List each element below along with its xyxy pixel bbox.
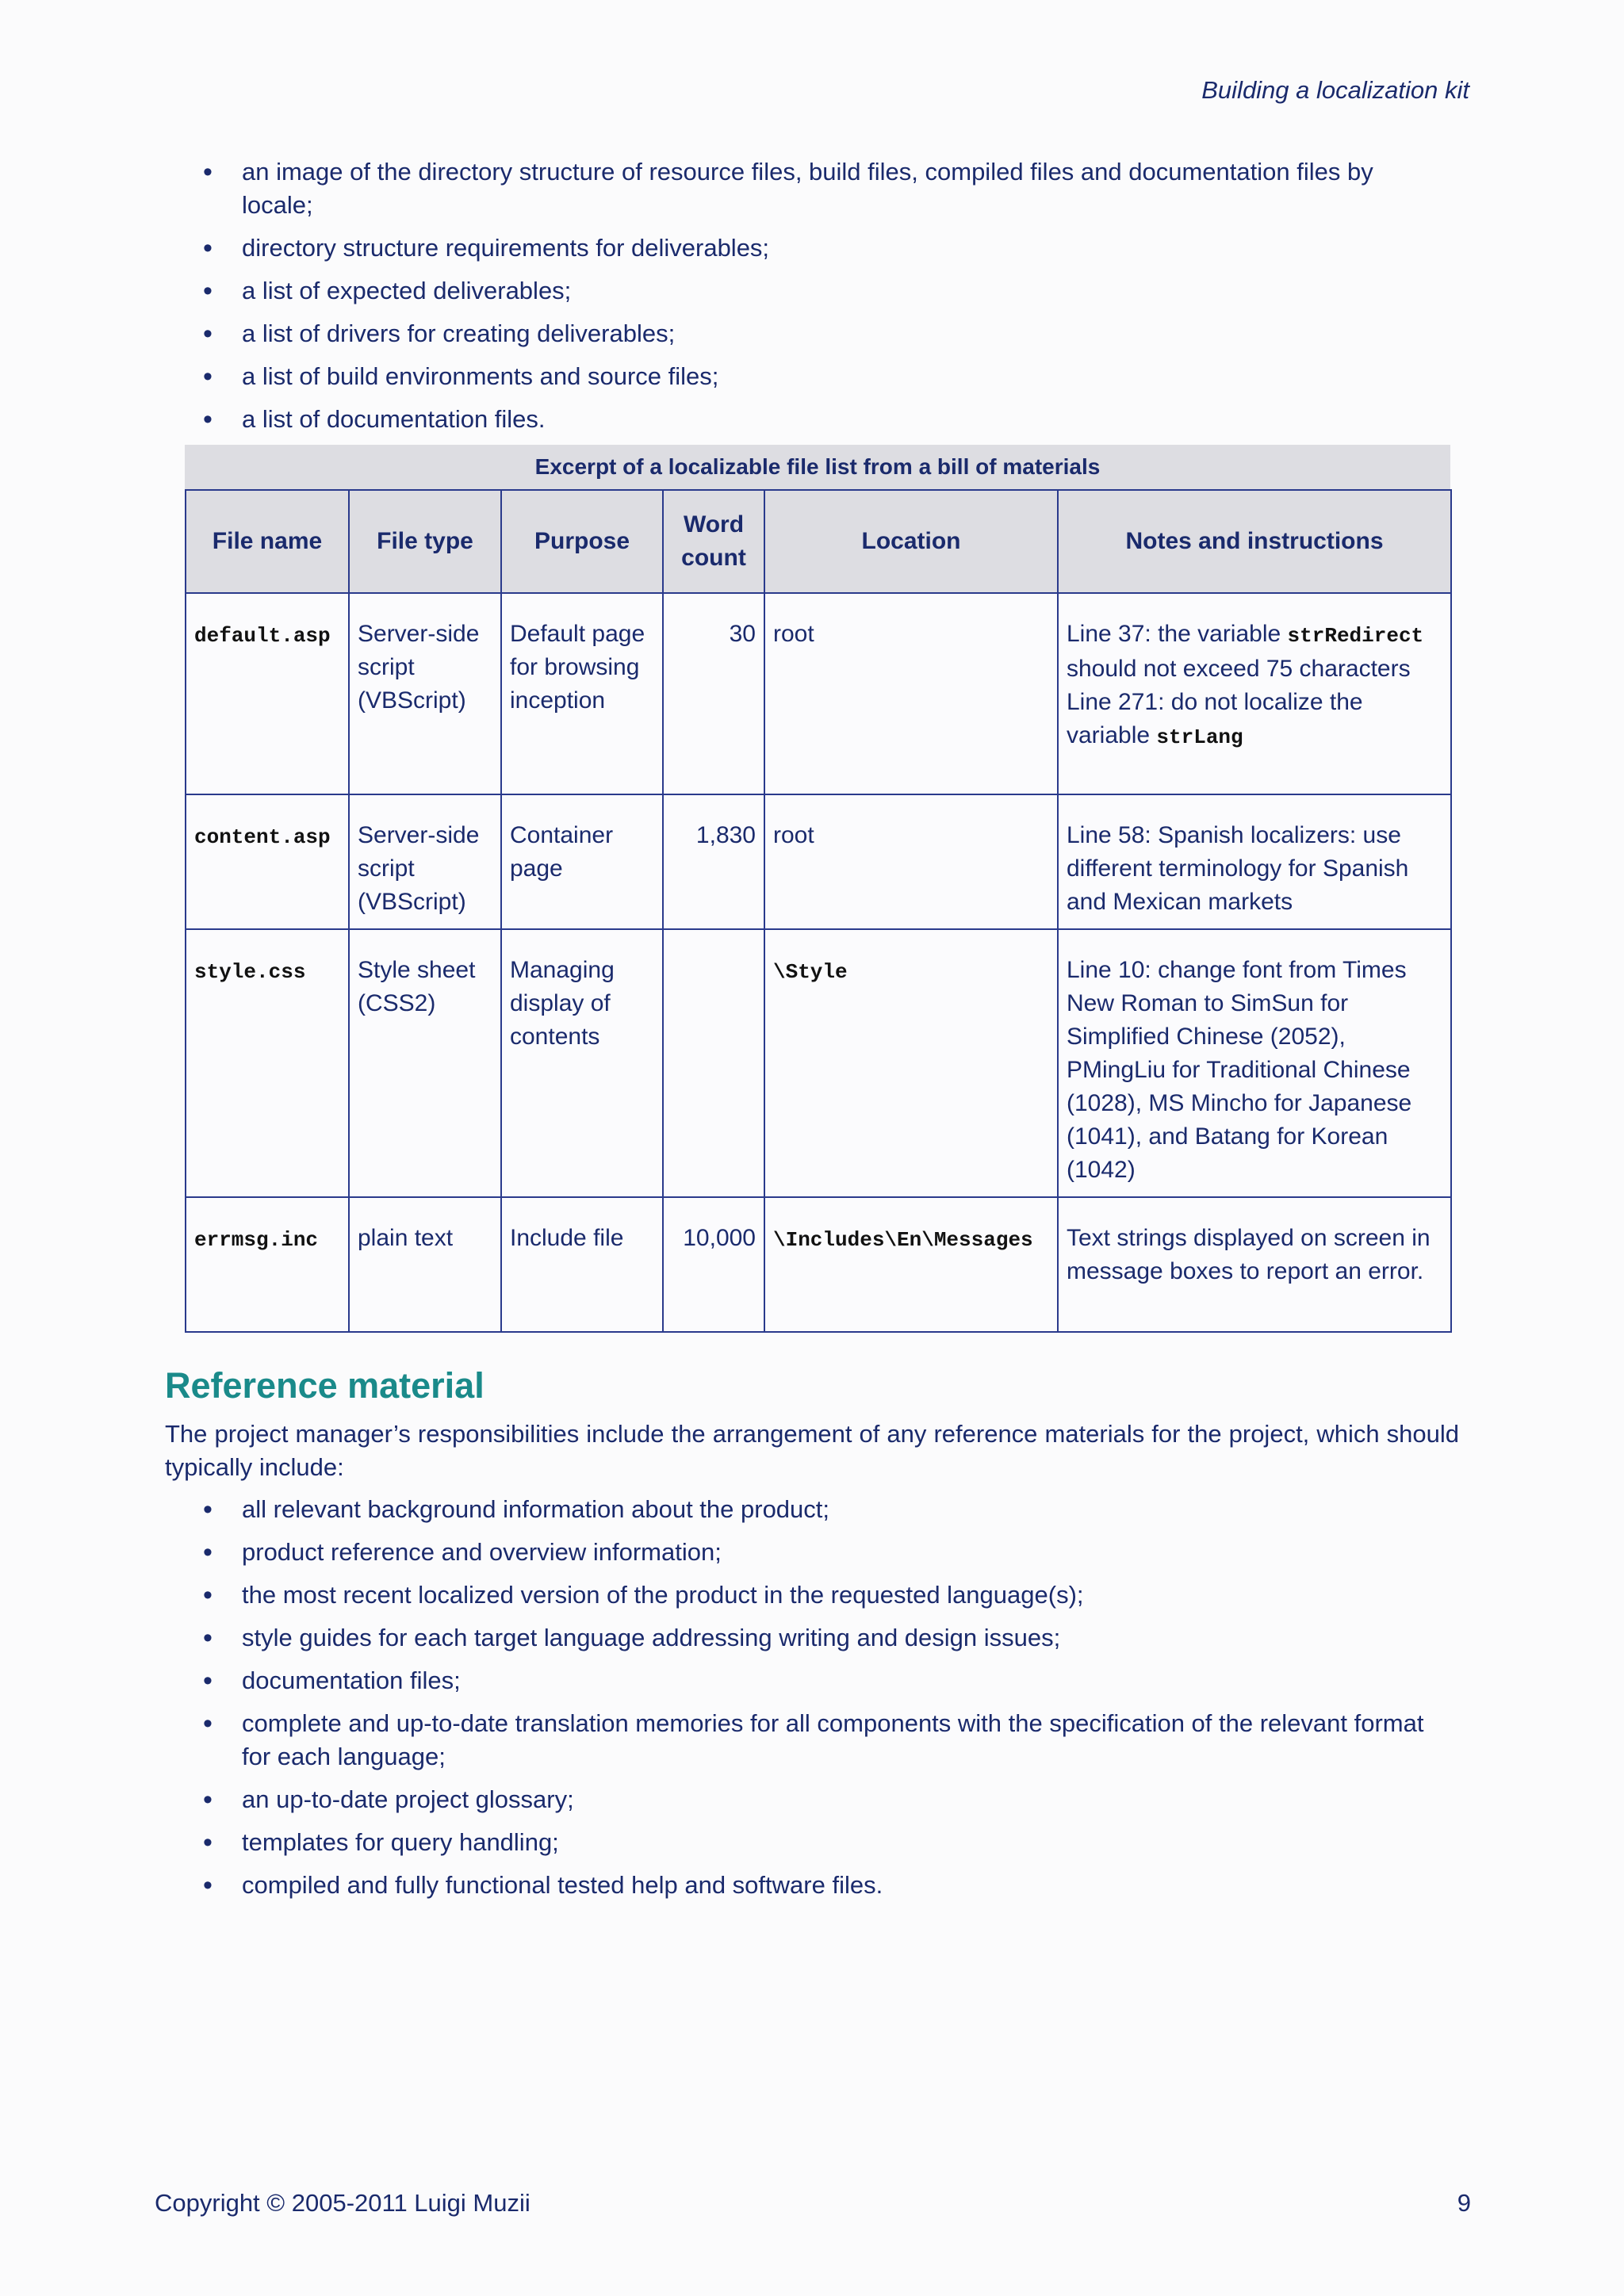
- list-item: • all relevant background information about the product;: [165, 1493, 1434, 1526]
- list-item: • the most recent localized version of the product in the requested language(s);: [165, 1578, 1434, 1612]
- list-item: • templates for query handling;: [165, 1826, 1434, 1859]
- section-intro: The project manager’s responsibilities include the arrangement of any reference materials for the project, which should typically include:: [165, 1420, 1459, 1481]
- notes-text: Line 271: do not localize the variable: [1067, 689, 1363, 748]
- column-header-file-name: File name: [186, 490, 349, 593]
- list-item: • compiled and fully functional tested help and software files.: [165, 1869, 1434, 1902]
- location-cell: root: [764, 593, 1058, 794]
- running-head: Building a localization kit: [1201, 76, 1469, 104]
- file-type-cell: plain text: [349, 1197, 501, 1332]
- column-header-purpose: Purpose: [501, 490, 663, 593]
- notes-cell: Line 58: Spanish localizers: use different terminology for Spanish and Mexican markets: [1058, 794, 1451, 929]
- word-count-cell: [663, 929, 764, 1197]
- list-item: • a list of build environments and source files;: [165, 360, 1434, 393]
- file-name: errmsg.inc: [194, 1228, 319, 1252]
- table-row: [186, 794, 1451, 929]
- variable-name: strRedirect: [1287, 624, 1424, 648]
- purpose-cell: Include file: [501, 1197, 663, 1332]
- table-header-row: [186, 490, 1451, 593]
- section-heading: Reference material: [165, 1365, 485, 1406]
- file-name-cell: [186, 929, 349, 1197]
- deliverables-list: [165, 155, 1434, 446]
- table-caption: Excerpt of a localizable file list from a bill of materials: [185, 445, 1450, 489]
- table-row: [186, 593, 1451, 794]
- table-row: [186, 929, 1451, 1197]
- notes-cell: Text strings displayed on screen in message boxes to report an error.: [1058, 1197, 1451, 1332]
- location-path: \Includes\En\Messages: [773, 1228, 1033, 1252]
- purpose-cell: Container page: [501, 794, 663, 929]
- variable-name: strLang: [1156, 725, 1243, 749]
- column-header-location: Location: [764, 490, 1058, 593]
- list-item: • a list of documentation files.: [165, 403, 1434, 436]
- word-count-cell: 10,000: [663, 1197, 764, 1332]
- location-path: \Style: [773, 960, 848, 984]
- location-cell: [764, 929, 1058, 1197]
- list-item: • directory structure requirements for deliverables;: [165, 232, 1434, 265]
- purpose-cell: Managing display of contents: [501, 929, 663, 1197]
- column-header-notes: Notes and instructions: [1058, 490, 1451, 593]
- file-name-cell: [186, 1197, 349, 1332]
- list-item: • an image of the directory structure of resource files, build files, compiled files and documentation files by locale;: [165, 155, 1434, 222]
- notes-text: Line 37: the variable: [1067, 621, 1288, 647]
- list-item: • a list of expected deliverables;: [165, 274, 1434, 308]
- page-number: 9: [1457, 2189, 1471, 2217]
- file-type-cell: Server-side script (VBScript): [349, 794, 501, 929]
- footer-copyright: Copyright © 2005-2011 Luigi Muzii: [155, 2189, 530, 2217]
- file-name: default.asp: [194, 624, 331, 648]
- reference-materials-list: [165, 1493, 1434, 1911]
- file-name: style.css: [194, 960, 306, 984]
- file-name: content.asp: [194, 825, 331, 849]
- list-item: • product reference and overview information;: [165, 1536, 1434, 1569]
- table-row: [186, 1197, 1451, 1332]
- location-cell: [764, 1197, 1058, 1332]
- word-count-cell: 1,830: [663, 794, 764, 929]
- notes-text: should not exceed 75 characters: [1067, 656, 1411, 682]
- file-type-cell: Server-side script (VBScript): [349, 593, 501, 794]
- word-count-cell: 30: [663, 593, 764, 794]
- bill-of-materials-table: [185, 489, 1452, 1333]
- notes-cell: Line 10: change font from Times New Roman to SimSun for Simplified Chinese (2052), PMingLiu for Traditional Chinese (1028), MS Mincho for Japanese (1041), and Batang for Korean (1042): [1058, 929, 1451, 1197]
- notes-cell: [1058, 593, 1451, 794]
- list-item: • style guides for each target language addressing writing and design issues;: [165, 1621, 1434, 1655]
- list-item: • complete and up-to-date translation memories for all components with the specification of the relevant format for each language;: [165, 1707, 1434, 1774]
- column-header-word-count: Word count: [663, 490, 764, 593]
- column-header-file-type: File type: [349, 490, 501, 593]
- file-type-cell: Style sheet (CSS2): [349, 929, 501, 1197]
- list-item: • documentation files;: [165, 1664, 1434, 1697]
- location-cell: root: [764, 794, 1058, 929]
- list-item: • an up-to-date project glossary;: [165, 1783, 1434, 1816]
- list-item: • a list of drivers for creating deliverables;: [165, 317, 1434, 350]
- file-name-cell: [186, 593, 349, 794]
- file-name-cell: [186, 794, 349, 929]
- purpose-cell: Default page for browsing inception: [501, 593, 663, 794]
